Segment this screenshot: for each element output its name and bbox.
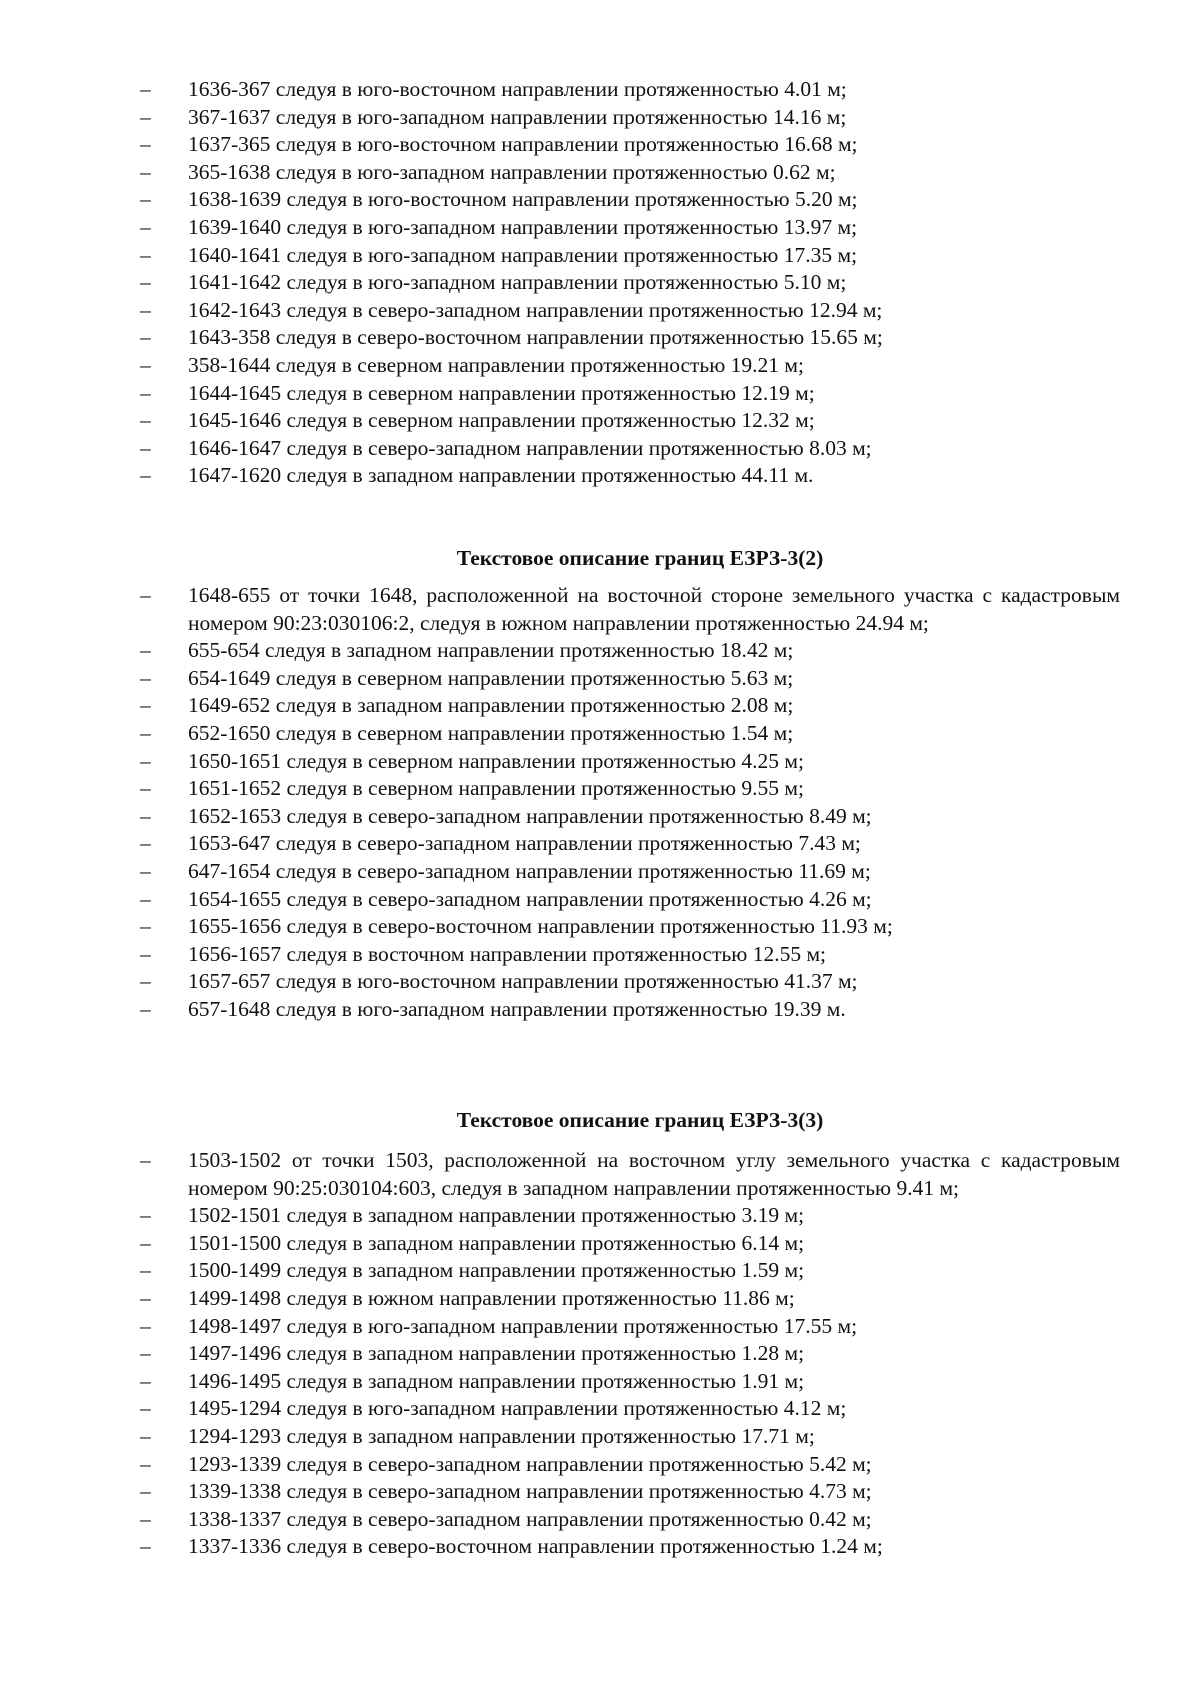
list-bullet: – bbox=[140, 693, 151, 718]
list-item-text: 367-1637 следуя в юго-западном направлении протяженностью 14.16 м; bbox=[188, 104, 847, 129]
list-bullet: – bbox=[140, 435, 151, 460]
list-bullet: – bbox=[140, 463, 151, 488]
list-bullet: – bbox=[140, 132, 151, 157]
list-item-text: 657-1648 следуя в юго-западном направлении протяженностью 19.39 м. bbox=[188, 996, 846, 1021]
list-bullet: – bbox=[140, 104, 151, 129]
list-item-text: 1651-1652 следуя в северном направлении протяженностью 9.55 м; bbox=[188, 776, 804, 801]
list-bullet: – bbox=[140, 886, 151, 911]
list-bullet: – bbox=[140, 720, 151, 745]
boundary-list-item bbox=[140, 886, 1120, 914]
boundary-list-item bbox=[140, 830, 1120, 858]
list-item-text: 1648-655 от точки 1648, расположенной на восточной стороне земельного участка с кадастровым номером 90:23:030106:2, следуя в южном направлении протяженностью 24.94 м; bbox=[188, 583, 1120, 635]
list-item-text: 1502-1501 следуя в западном направлении протяженностью 3.19 м; bbox=[188, 1203, 805, 1228]
boundary-list-item bbox=[140, 941, 1120, 969]
list-bullet: – bbox=[140, 969, 151, 994]
list-bullet: – bbox=[140, 1230, 151, 1255]
list-bullet: – bbox=[140, 1203, 151, 1228]
list-item-text: 1499-1498 следуя в южном направлении протяженностью 11.86 м; bbox=[188, 1285, 795, 1310]
boundary-list-item bbox=[140, 637, 1120, 665]
list-item-text: 1503-1502 от точки 1503, расположенной на восточном углу земельного участка с кадастровым номером 90:25:030104:603, следуя в западном направлении протяженностью 9.41 м; bbox=[188, 1148, 1120, 1200]
boundary-list-item bbox=[140, 1285, 1120, 1313]
list-item-text: 1498-1497 следуя в юго-западном направлении протяженностью 17.55 м; bbox=[188, 1313, 858, 1338]
list-bullet: – bbox=[140, 1341, 151, 1366]
boundary-list-item bbox=[140, 407, 1120, 435]
boundary-list-item bbox=[140, 1478, 1120, 1506]
list-item-text: 1638-1639 следуя в юго-восточном направлении протяженностью 5.20 м; bbox=[188, 187, 858, 212]
list-item-text: 1655-1656 следуя в северо-восточном направлении протяженностью 11.93 м; bbox=[188, 914, 893, 939]
boundary-list-item bbox=[140, 1257, 1120, 1285]
list-item-text: 1656-1657 следуя в восточном направлении протяженностью 12.55 м; bbox=[188, 941, 827, 966]
boundary-list-item bbox=[140, 462, 1120, 490]
section-heading-ezrz-3-3: Текстовое описание границ ЕЗРЗ-3(3) bbox=[456, 1108, 824, 1132]
list-item-text: 1643-358 следуя в северо-восточном направлении протяженностью 15.65 м; bbox=[188, 325, 883, 350]
list-item-text: 647-1654 следуя в северо-западном направлении протяженностью 11.69 м; bbox=[188, 858, 871, 883]
boundary-list-item bbox=[140, 435, 1120, 463]
boundary-list-item bbox=[140, 242, 1120, 270]
list-bullet: – bbox=[140, 1506, 151, 1531]
list-bullet: – bbox=[140, 325, 151, 350]
list-bullet: – bbox=[140, 187, 151, 212]
boundary-list-item bbox=[140, 159, 1120, 187]
boundary-list-item bbox=[140, 1423, 1120, 1451]
boundary-list-item bbox=[140, 324, 1120, 352]
list-item-text: 1339-1338 следуя в северо-западном направлении протяженностью 4.73 м; bbox=[188, 1479, 872, 1504]
list-item-text: 1639-1640 следуя в юго-западном направлении протяженностью 13.97 м; bbox=[188, 214, 858, 239]
list-bullet: – bbox=[140, 159, 151, 184]
list-item-text: 1652-1653 следуя в северо-западном направлении протяженностью 8.49 м; bbox=[188, 803, 872, 828]
boundary-list-item bbox=[140, 858, 1120, 886]
list-bullet: – bbox=[140, 803, 151, 828]
list-bullet: – bbox=[140, 941, 151, 966]
list-bullet: – bbox=[140, 297, 151, 322]
list-item-text: 1657-657 следуя в юго-восточном направлении протяженностью 41.37 м; bbox=[188, 969, 858, 994]
boundary-list-item bbox=[140, 803, 1120, 831]
list-bullet: – bbox=[140, 1313, 151, 1338]
list-bullet: – bbox=[140, 1368, 151, 1393]
list-bullet: – bbox=[140, 1285, 151, 1310]
list-bullet: – bbox=[140, 77, 151, 101]
boundary-list-item bbox=[140, 748, 1120, 776]
list-bullet: – bbox=[140, 1451, 151, 1476]
list-bullet: – bbox=[140, 665, 151, 690]
boundary-list-section-1 bbox=[140, 76, 1120, 490]
boundary-list-item bbox=[140, 1533, 1120, 1561]
boundary-list-item bbox=[140, 352, 1120, 380]
boundary-list-item bbox=[140, 1313, 1120, 1341]
boundary-list-item bbox=[140, 1395, 1120, 1423]
list-item-text: 652-1650 следуя в северном направлении протяженностью 1.54 м; bbox=[188, 720, 794, 745]
list-bullet: – bbox=[140, 352, 151, 377]
boundary-list-item bbox=[140, 380, 1120, 408]
boundary-list-item bbox=[140, 1506, 1120, 1534]
boundary-list-item bbox=[140, 1340, 1120, 1368]
list-bullet: – bbox=[140, 1479, 151, 1504]
boundary-list-item bbox=[140, 131, 1120, 159]
list-bullet: – bbox=[140, 858, 151, 883]
list-bullet: – bbox=[140, 996, 151, 1021]
boundary-list-item bbox=[140, 968, 1120, 996]
list-item-text: 365-1638 следуя в юго-западном направлении протяженностью 0.62 м; bbox=[188, 159, 836, 184]
list-bullet: – bbox=[140, 1534, 151, 1559]
list-item-text: 1337-1336 следуя в северо-восточном направлении протяженностью 1.24 м; bbox=[188, 1534, 883, 1559]
list-item-text: 1642-1643 следуя в северо-западном направлении протяженностью 12.94 м; bbox=[188, 297, 883, 322]
list-item-text: 1654-1655 следуя в северо-западном направлении протяженностью 4.26 м; bbox=[188, 886, 872, 911]
boundary-list-item bbox=[140, 76, 1120, 104]
list-item-text: 1636-367 следуя в юго-восточном направлении протяженностью 4.01 м; bbox=[188, 77, 847, 101]
list-bullet: – bbox=[140, 914, 151, 939]
boundary-list-item bbox=[140, 214, 1120, 242]
list-item-text: 1646-1647 следуя в северо-западном направлении протяженностью 8.03 м; bbox=[188, 435, 872, 460]
list-bullet: – bbox=[140, 408, 151, 433]
list-item-text: 1294-1293 следуя в западном направлении протяженностью 17.71 м; bbox=[188, 1423, 815, 1448]
boundary-list-section-2 bbox=[140, 582, 1120, 1024]
list-item-text: 655-654 следуя в западном направлении протяженностью 18.42 м; bbox=[188, 638, 794, 663]
list-bullet: – bbox=[140, 1148, 151, 1172]
boundary-list-item bbox=[140, 269, 1120, 297]
list-item-text: 1497-1496 следуя в западном направлении протяженностью 1.28 м; bbox=[188, 1341, 805, 1366]
list-item-text: 1644-1645 следуя в северном направлении протяженностью 12.19 м; bbox=[188, 380, 815, 405]
boundary-list-item bbox=[140, 1368, 1120, 1396]
boundary-list-item bbox=[140, 1451, 1120, 1479]
list-item-text: 1501-1500 следуя в западном направлении протяженностью 6.14 м; bbox=[188, 1230, 805, 1255]
list-item-text: 1637-365 следуя в юго-восточном направлении протяженностью 16.68 м; bbox=[188, 132, 858, 157]
list-bullet: – bbox=[140, 748, 151, 773]
list-bullet: – bbox=[140, 270, 151, 295]
boundary-list-item bbox=[140, 297, 1120, 325]
list-bullet: – bbox=[140, 1423, 151, 1448]
boundary-list-item bbox=[140, 1147, 1120, 1202]
list-item-text: 1645-1646 следуя в северном направлении протяженностью 12.32 м; bbox=[188, 408, 815, 433]
boundary-list-item bbox=[140, 996, 1120, 1024]
list-item-text: 1338-1337 следуя в северо-западном направлении протяженностью 0.42 м; bbox=[188, 1506, 872, 1531]
list-item-text: 1641-1642 следуя в юго-западном направлении протяженностью 5.10 м; bbox=[188, 270, 847, 295]
list-item-text: 1293-1339 следуя в северо-западном направлении протяженностью 5.42 м; bbox=[188, 1451, 872, 1476]
list-item-text: 1640-1641 следуя в юго-западном направлении протяженностью 17.35 м; bbox=[188, 242, 858, 267]
list-bullet: – bbox=[140, 776, 151, 801]
list-item-text: 1496-1495 следуя в западном направлении протяженностью 1.91 м; bbox=[188, 1368, 805, 1393]
list-item-text: 1649-652 следуя в западном направлении протяженностью 2.08 м; bbox=[188, 693, 794, 718]
list-bullet: – bbox=[140, 583, 151, 607]
boundary-list-item bbox=[140, 186, 1120, 214]
list-item-text: 1650-1651 следуя в северном направлении протяженностью 4.25 м; bbox=[188, 748, 804, 773]
list-bullet: – bbox=[140, 1258, 151, 1283]
boundary-list-section-3 bbox=[140, 1147, 1120, 1561]
boundary-list-item bbox=[140, 1202, 1120, 1230]
list-item-text: 1500-1499 следуя в западном направлении протяженностью 1.59 м; bbox=[188, 1258, 805, 1283]
boundary-list-item bbox=[140, 913, 1120, 941]
list-item-text: 358-1644 следуя в северном направлении протяженностью 19.21 м; bbox=[188, 352, 804, 377]
boundary-list-item bbox=[140, 775, 1120, 803]
boundary-list-item bbox=[140, 104, 1120, 132]
list-bullet: – bbox=[140, 638, 151, 663]
list-item-text: 654-1649 следуя в северном направлении протяженностью 5.63 м; bbox=[188, 665, 794, 690]
boundary-list-item bbox=[140, 720, 1120, 748]
boundary-list-item bbox=[140, 692, 1120, 720]
section-heading-ezrz-3-2: Текстовое описание границ ЕЗРЗ-3(2) bbox=[456, 546, 824, 570]
list-item-text: 1653-647 следуя в северо-западном направлении протяженностью 7.43 м; bbox=[188, 831, 861, 856]
boundary-list-item bbox=[140, 582, 1120, 637]
list-bullet: – bbox=[140, 1396, 151, 1421]
list-bullet: – bbox=[140, 242, 151, 267]
boundary-list-item bbox=[140, 665, 1120, 693]
boundary-list-item bbox=[140, 1230, 1120, 1258]
list-bullet: – bbox=[140, 831, 151, 856]
list-item-text: 1647-1620 следуя в западном направлении протяженностью 44.11 м. bbox=[188, 463, 814, 488]
list-bullet: – bbox=[140, 380, 151, 405]
list-item-text: 1495-1294 следуя в юго-западном направлении протяженностью 4.12 м; bbox=[188, 1396, 847, 1421]
list-bullet: – bbox=[140, 214, 151, 239]
